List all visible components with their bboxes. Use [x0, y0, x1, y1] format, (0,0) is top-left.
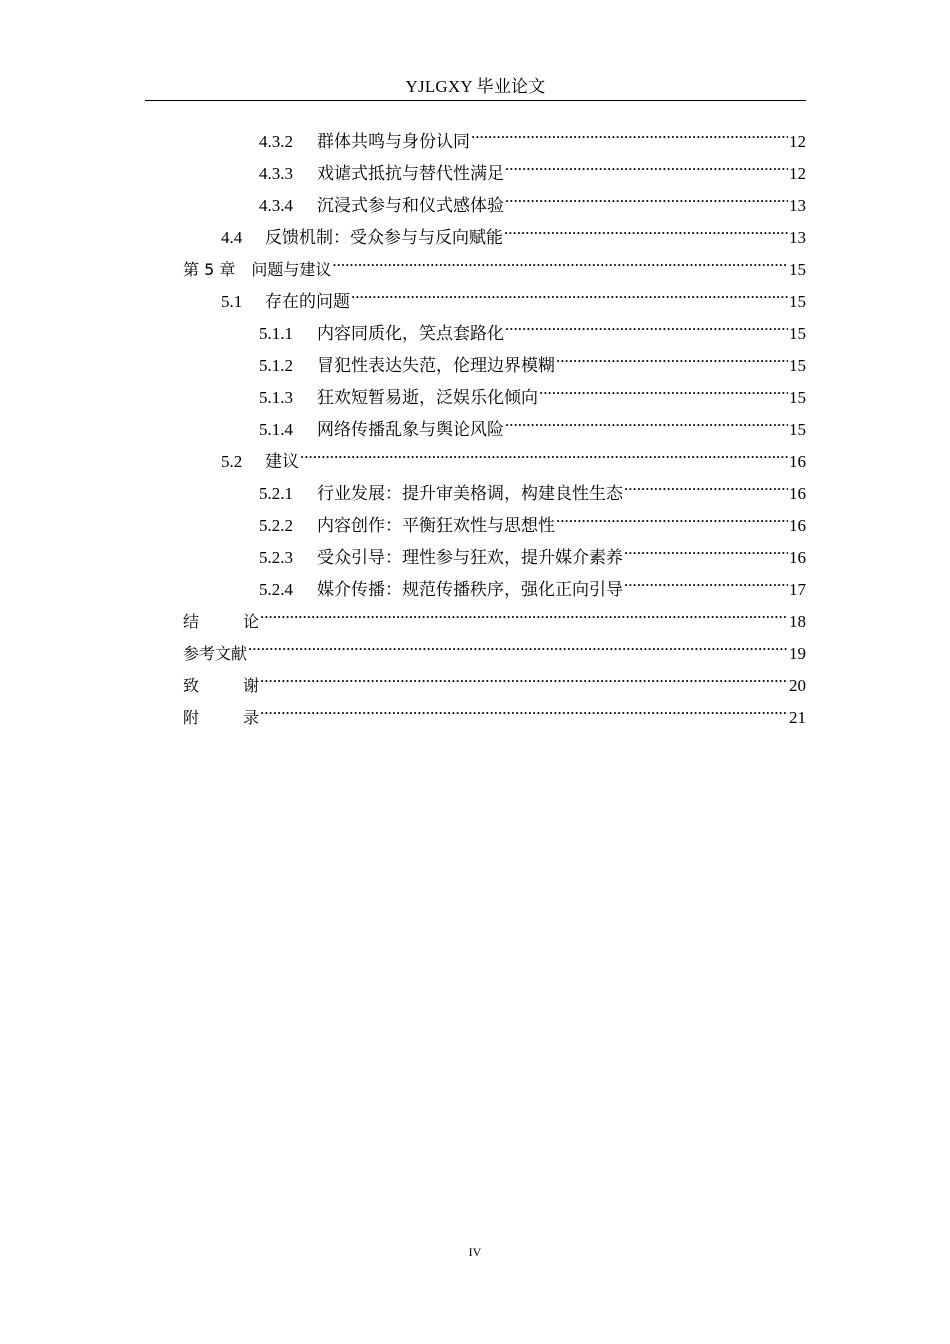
toc-entry-number: 5.1.1 [259, 324, 293, 343]
toc-dot-leader [300, 435, 788, 467]
toc-entry-page: 15 [789, 420, 806, 439]
toc-dot-leader [556, 499, 788, 531]
toc-entry-number: 第 5 章 [183, 260, 236, 279]
toc-entry[interactable] [183, 595, 806, 631]
toc-entry-title: 反馈机制：受众参与与反向赋能 [265, 228, 503, 247]
toc-entry-number: 4.3.3 [259, 164, 293, 183]
toc-entry-title-char: 谢 [242, 676, 259, 695]
toc-dot-leader [260, 595, 788, 627]
toc-dot-leader [505, 179, 788, 211]
toc-entry-title: 问题与建议 [251, 260, 332, 279]
toc-entry-title-char: 附 [183, 708, 200, 727]
toc-dot-leader [505, 307, 788, 339]
toc-entry-number: 5.1.3 [259, 388, 293, 407]
toc-entry-number: 5.2.2 [259, 516, 293, 535]
toc-entry-number: 5.2.3 [259, 548, 293, 567]
toc-entry-page: 15 [789, 260, 806, 279]
toc-entry-title: 存在的问题 [265, 292, 350, 311]
toc-dot-leader [505, 147, 788, 179]
toc-entry-page: 16 [789, 516, 806, 535]
toc-entry-number: 4.4 [221, 228, 243, 247]
toc-entry-page: 17 [789, 580, 806, 599]
toc-entry-page: 12 [789, 132, 806, 151]
toc-entry-number: 5.2 [221, 452, 243, 471]
toc-dot-leader [471, 115, 788, 147]
toc-entry-number: 5.2.1 [259, 484, 293, 503]
toc-entry-title: 群体共鸣与身份认同 [317, 132, 470, 151]
toc-entry-page: 16 [789, 548, 806, 567]
toc-entry-page: 15 [789, 324, 806, 343]
toc-entry-number: 5.1.4 [259, 420, 293, 439]
page-header-title: YJLGXY 毕业论文 [405, 77, 546, 96]
toc-entry-page: 13 [789, 196, 806, 215]
toc-entry-title: 内容同质化，笑点套路化 [317, 324, 504, 343]
toc-entry-page: 15 [789, 356, 806, 375]
toc-entry-title: 内容创作：平衡狂欢性与思想性 [317, 516, 555, 535]
toc-entry-title: 狂欢短暂易逝，泛娱乐化倾向 [317, 388, 538, 407]
toc-dot-leader [351, 275, 788, 307]
toc-dot-leader [260, 659, 788, 691]
toc-entry-title-char: 致 [183, 676, 200, 695]
toc-entry[interactable] [183, 115, 806, 151]
toc-entry-number: 5.1.2 [259, 356, 293, 375]
toc-entry-title: 参考文献 [183, 644, 248, 663]
toc-dot-leader [248, 627, 788, 659]
toc-entry-page: 12 [789, 164, 806, 183]
toc-entry-page: 15 [789, 292, 806, 311]
toc-dot-leader [504, 211, 788, 243]
toc-dot-leader [260, 691, 788, 723]
toc-entry-page: 21 [789, 708, 806, 727]
toc-entry-number: 4.3.4 [259, 196, 293, 215]
toc-entry-title-char: 结 [183, 612, 200, 631]
toc-dot-leader [556, 339, 788, 371]
table-of-contents [183, 115, 806, 727]
toc-entry-title: 网络传播乱象与舆论风险 [317, 420, 504, 439]
toc-entry-number: 5.2.4 [259, 580, 293, 599]
toc-dot-leader [505, 403, 788, 435]
toc-entry-title: 戏谑式抵抗与替代性满足 [317, 164, 504, 183]
toc-entry[interactable] [183, 627, 806, 663]
toc-entry-page: 20 [789, 676, 806, 695]
toc-entry[interactable] [183, 691, 806, 727]
toc-entry-title [183, 670, 259, 702]
page-number: IV [468, 1245, 482, 1259]
toc-entry-title-char: 论 [242, 612, 259, 631]
toc-dot-leader [624, 467, 788, 499]
toc-entry-number: 4.3.2 [259, 132, 293, 151]
toc-entry-page: 16 [789, 452, 806, 471]
toc-dot-leader [332, 243, 788, 275]
toc-entry-title: 建议 [265, 452, 299, 471]
toc-dot-leader [624, 531, 788, 563]
toc-entry-number: 5.1 [221, 292, 243, 311]
toc-entry-page: 13 [789, 228, 806, 247]
toc-dot-leader [539, 371, 788, 403]
toc-entry-title-char: 录 [242, 708, 259, 727]
toc-entry-page: 18 [789, 612, 806, 631]
toc-entry-title [183, 702, 259, 734]
header-divider [145, 100, 806, 101]
toc-entry-title: 行业发展：提升审美格调，构建良性生态 [317, 484, 623, 503]
toc-entry-title: 冒犯性表达失范，伦理边界模糊 [317, 356, 555, 375]
toc-entry[interactable] [183, 659, 806, 695]
toc-entry-title: 沉浸式参与和仪式感体验 [317, 196, 504, 215]
toc-entry-page: 15 [789, 388, 806, 407]
toc-entry-title: 受众引导：理性参与狂欢，提升媒介素养 [317, 548, 623, 567]
toc-dot-leader [624, 563, 788, 595]
toc-entry-page: 16 [789, 484, 806, 503]
toc-entry-title: 媒介传播：规范传播秩序，强化正向引导 [317, 580, 623, 599]
toc-entry-page: 19 [789, 644, 806, 663]
